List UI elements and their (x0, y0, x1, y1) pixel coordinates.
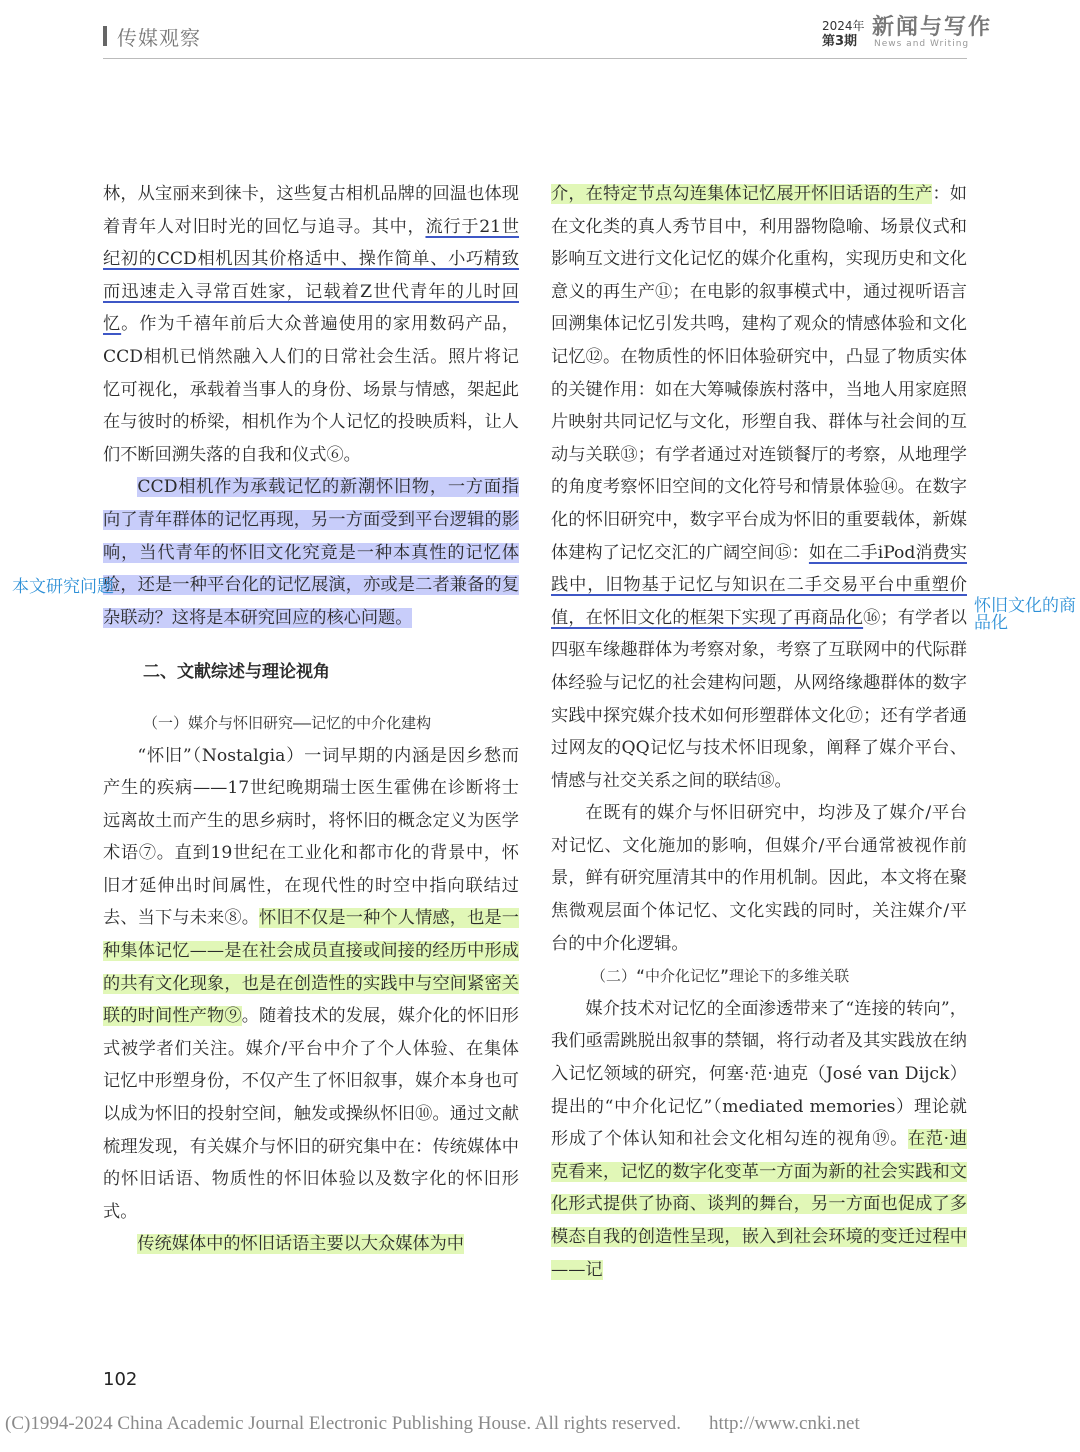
section-marker (103, 26, 107, 46)
text-run: 林，从宝丽来到徕卡，这些复古相机品牌的回温也体现着青年人对旧时光的回忆与追寻。其中， (103, 184, 519, 237)
text-run: 。随着技术的发展，媒介化的怀旧形式被学者们关注。媒介/平台中介了个人体验、在集体记忆中形塑身份，不仅产生了怀旧叙事，媒介本身也可以成为怀旧的投射空间，触发或操纵怀旧⑩。通过文献梳理发现，有关媒介与怀旧的研究集中在：传统媒体中的怀旧话语、物质性的怀旧体验以及数字化的怀旧形式。 (103, 1006, 519, 1222)
text-run: “怀旧”（Nostalgia）一词早期的内涵是因乡愁而产生的疾病——17世纪晚期瑞士医生霍佛在诊断将士远离故土而产生的思乡病时，将怀旧的概念定义为医学术语⑦。直到19世纪在工业化和都市化的背景中，怀旧才延伸出时间属性，在现代性的时空中指向联结过去、当下与未来⑧。 (103, 745, 519, 929)
section-heading-literature-review: 二、文献综述与理论视角 (143, 662, 330, 683)
journal-title-en: News and Writing (874, 39, 970, 49)
header-divider (103, 58, 967, 59)
margin-note-research-question: 本文研究问题 (12, 577, 114, 597)
text-run: 。作为千禧年前后大众普遍使用的家用数码产品，CCD相机已悄然融入人们的日常社会生活。照片将记忆可视化，承载着当事人的身份、场景与情感，架起此在与彼时的桥梁，相机作为个人记忆的投映质料，让人们不断回溯失落的自我和仪式⑥。 (103, 314, 519, 465)
text-run: ⑯；有学者以四驱车缘趣群体为考察对象，考察了互联网中的代际群体经验与记忆的社会建构问题，从网络缘趣群体的数字实践中探究媒介技术如何形塑群体文化⑰；还有学者通过网友的QQ记忆与技术怀旧现象，阐释了媒介平台、情感与社交关系之间的联结⑱。 (551, 607, 967, 791)
right-column (551, 178, 967, 1286)
cnki-url: http://www.cnki.net (708, 1413, 860, 1434)
underlined-text: 如在二手iPod消费实践中，旧物基于记忆与知识在二手交易平台中重塑价值，在怀旧文化的框架下实现了再商品化 (551, 542, 967, 628)
left-paragraph-nostalgia (103, 740, 519, 1229)
underlined-text: 流行于21世纪初的CCD相机因其价格适中、操作简单、小巧精致而迅速走入寻常百姓家，记载着Z世代青年的儿时回忆 (103, 216, 519, 335)
section-label: 传媒观察 (117, 26, 201, 50)
subsection-heading-media-nostalgia: （一）媒介与怀旧研究——记忆的中介化建构 (143, 713, 432, 732)
text-run: ：如在文化类的真人秀节目中，利用器物隐喻、场景仪式和影响互文进行文化记忆的媒介化重构，实现历史和文化意义的再生产⑪；在电影的叙事模式中，通过视听语言回溯集体记忆引发共鸣，建构了观众的情感体验和文化记忆⑫。在物质性的怀旧体验研究中，凸显了物质实体的关键作用：如在大筹喊傣族村落中，当地人用家庭照片映射共同记忆与文化，形塑自我、群体与社会间的互动与关联⑬；有学者通过对连锁餐厅的考察，从地理学的角度考察怀旧空间的文化符号和情景体验⑭。在数字化的怀旧研究中，数字平台成为怀旧的重要载体，新媒体建构了记忆交汇的广阔空间⑮： (551, 184, 967, 563)
left-paragraph-traditional-media (103, 1228, 519, 1261)
highlighted-text-green: 怀旧不仅是一种个人情感，也是一种集体记忆——是在社会成员直接或间接的经历中形成的共有文化现象，也是在创造性的实践中与空间紧密关联的时间性产物⑨ (103, 908, 519, 1027)
highlighted-text-blue: CCD相机作为承载记忆的新潮怀旧物，一方面指向了青年群体的记忆再现，另一方面受到平台逻辑的影响，当代青年的怀旧文化究竟是一种本真性的记忆体验，还是一种平台化的记忆展演，亦或是二者兼备的复杂联动？这将是本研究回应的核心问题。 (103, 477, 519, 628)
issue-year: 2024年 (822, 19, 865, 33)
right-paragraph-mediated-memory (551, 993, 967, 1286)
page-number: 102 (103, 1369, 138, 1390)
journal-title: 新闻与写作 (872, 14, 993, 40)
highlighted-text-green: 在范·迪克看来，记忆的数字化变革一方面为新的社会实践和文化形式提供了协商、谈判的舞台，另一方面也促成了多模态自我的创造性呈现，嵌入到社会环境的变迁过程中——记 (551, 1129, 967, 1280)
right-paragraph-2 (551, 797, 967, 960)
highlighted-text-green: 介，在特定节点勾连集体记忆展开怀旧话语的生产 (551, 184, 933, 204)
issue-info (822, 19, 865, 49)
copyright-text: (C)1994-2024 China Academic Journal Electronic Publishing House. All rights reserved. (5, 1413, 681, 1434)
subsection-heading-mediated-memory: （二）“中介化记忆”理论下的多维关联 (591, 967, 850, 986)
left-paragraph-1 (103, 178, 519, 471)
left-paragraph-research-question (103, 471, 519, 634)
text-run: 媒介技术对记忆的全面渗透带来了“连接的转向”，我们亟需跳脱出叙事的禁锢，将行动者及其实践放在纳入记忆领域的研究，何塞·范·迪克（José van Dijck）提出的“中介化记忆”（mediated memories）理论就形成了个体认知和社会文化相勾连的视角⑲。 (551, 998, 967, 1150)
left-column (103, 178, 519, 1261)
right-paragraph-1 (551, 178, 967, 797)
margin-note-commodification: 怀旧文化的商品化 (974, 596, 1076, 633)
text-run: 在既有的媒介与怀旧研究中，均涉及了媒介/平台对记忆、文化施加的影响，但媒介/平台通常被视作前景，鲜有研究厘清其中的作用机制。因此，本文将在聚焦微观层面个体记忆、文化实践的同时，关注媒介/平台的中介化逻辑。 (551, 803, 967, 954)
issue-number: 第3期 (822, 34, 858, 49)
highlighted-text-green: 传统媒体中的怀旧话语主要以大众媒体为中 (137, 1234, 464, 1255)
copyright-line (5, 1413, 860, 1435)
